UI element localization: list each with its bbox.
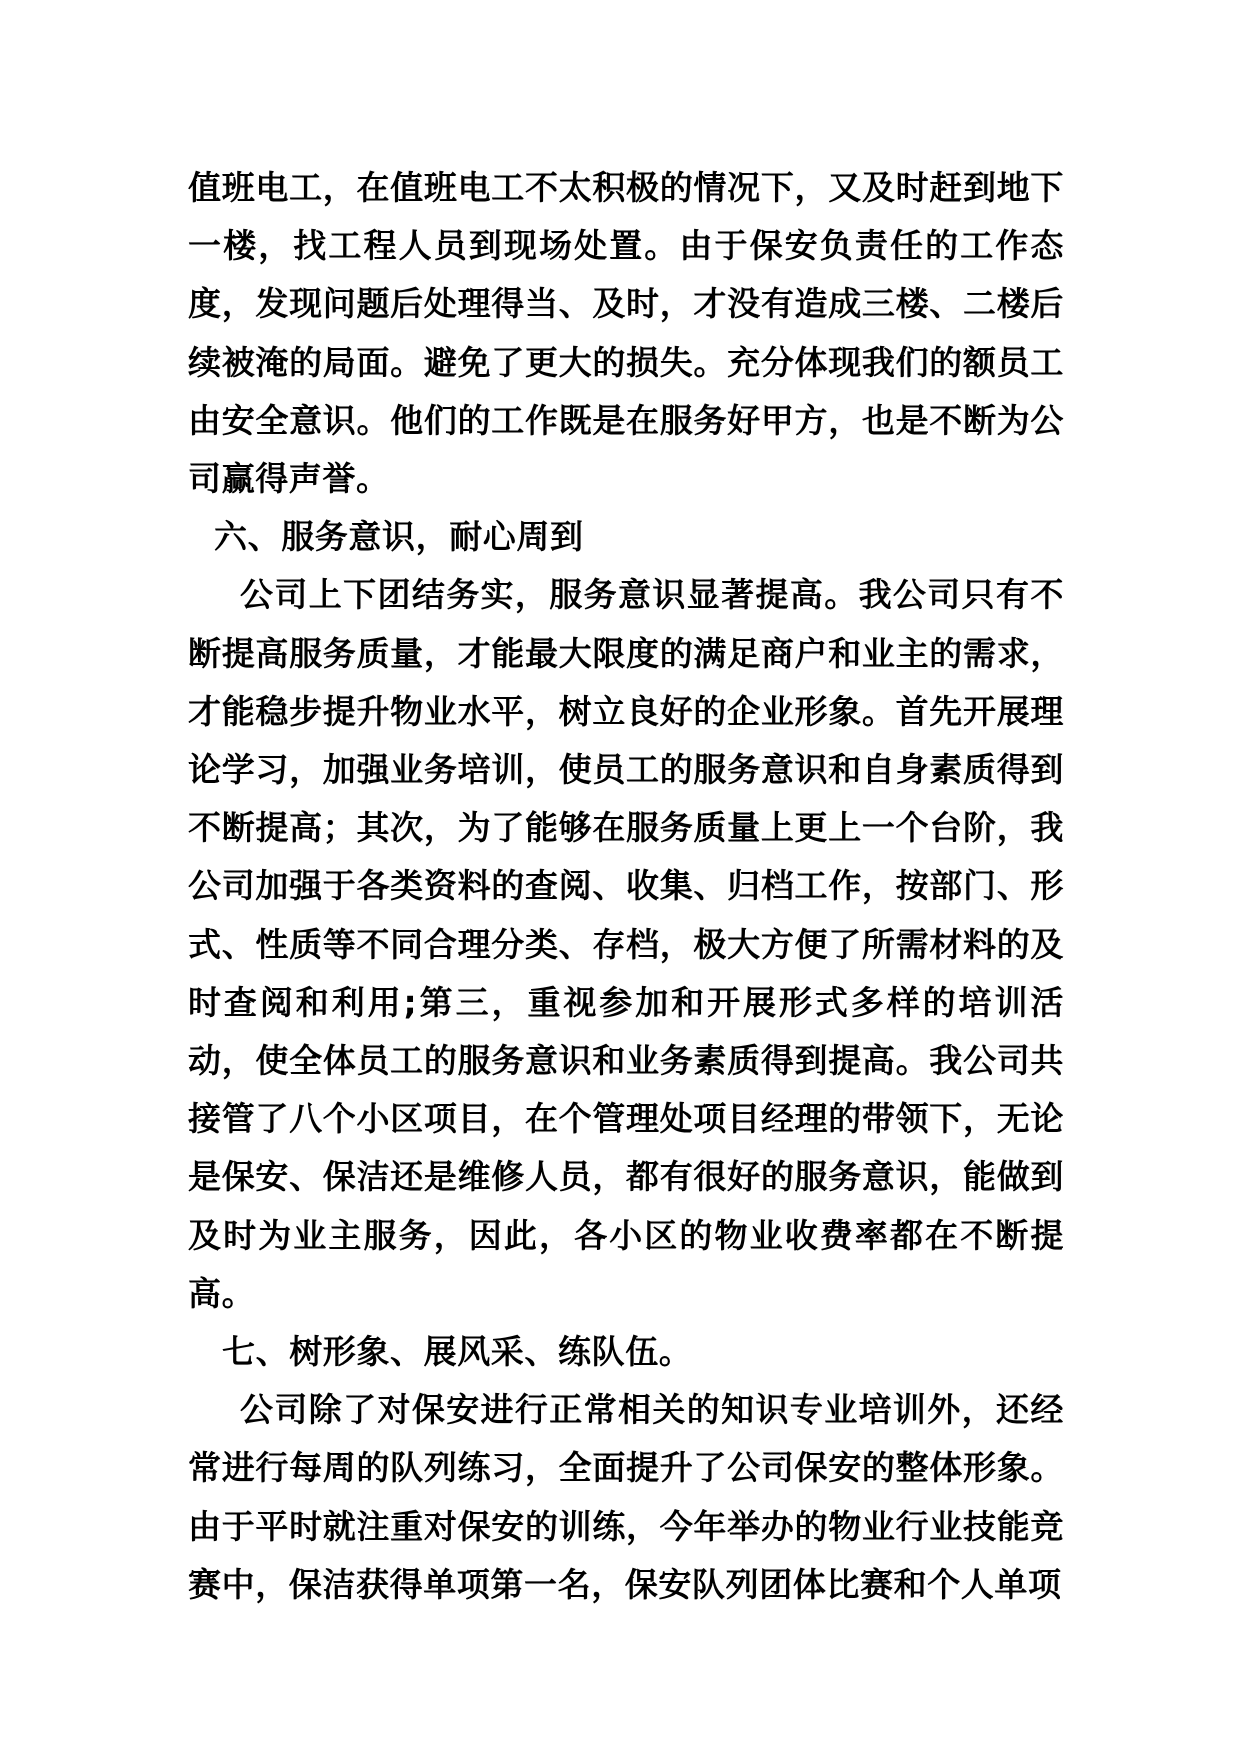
section-heading-6: 六、服务意识，耐心周到 xyxy=(214,517,584,557)
document-page xyxy=(188,159,1064,1614)
section-heading-7: 七、树形象、展风采、练队伍。 xyxy=(222,1332,693,1372)
body-paragraph-training: 公司除了对保安进行正常相关的知识专业培训外，还经常进行每周的队列练习，全面提升了公司保安的整体形象。由于平时就注重对保安的训练，今年举办的物业行业技能竞赛中，保洁获得单项第一名，保安队列团体比赛和个人单项 xyxy=(188,1390,1064,1604)
body-paragraph-continued: 值班电工，在值班电工不太积极的情况下，又及时赶到地下一楼，找工程人员到现场处置。由于保安负责任的工作态度，发现问题后处理得当、及时，才没有造成三楼、二楼后续被淹的局面。避免了更大的损失。充分体现我们的额员工由安全意识。他们的工作既是在服务好甲方，也是不断为公司赢得声誉。 xyxy=(188,168,1064,499)
body-paragraph-service: 公司上下团结务实，服务意识显著提高。我公司只有不断提高服务质量，才能最大限度的满足商户和业主的需求，才能稳步提升物业水平，树立良好的企业形象。首先开展理论学习，加强业务培训，使员工的服务意识和自身素质得到不断提高；其次，为了能够在服务质量上更上一个台阶，我公司加强于各类资料的查阅、收集、归档工作，按部门、形式、性质等不同合理分类、存档，极大方便了所需材料的及时查阅和利用;第三，重视参加和开展形式多样的培训活动，使全体员工的服务意识和业务素质得到提高。我公司共接管了八个小区项目，在个管理处项目经理的带领下，无论是保安、保洁还是维修人员，都有很好的服务意识，能做到及时为业主服务，因此，各小区的物业收费率都在不断提高。 xyxy=(188,575,1064,1313)
